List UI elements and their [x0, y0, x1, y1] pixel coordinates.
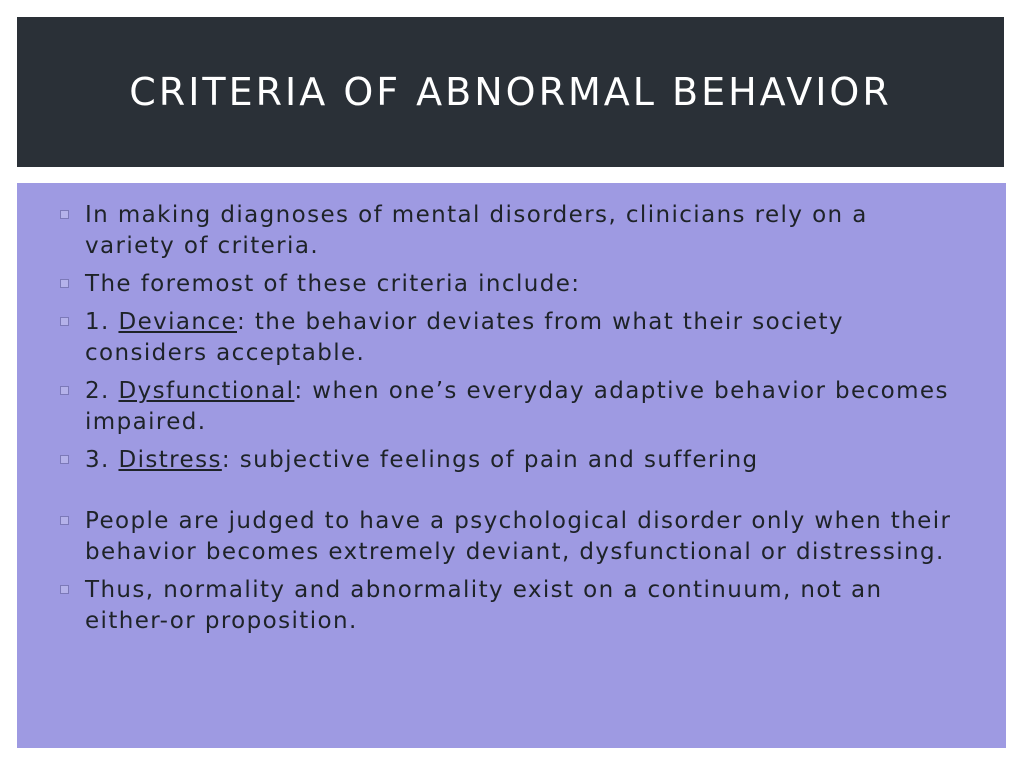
bullet-list — [59, 200, 966, 637]
bullet-prefix: 3. — [85, 447, 119, 473]
square-bullet-icon — [60, 585, 69, 594]
bullet-text: In making diagnoses of mental disorders, clinicians rely on a variety of criteria. — [85, 202, 868, 259]
content-box — [17, 183, 1006, 748]
title-bar — [17, 17, 1004, 167]
bullet-text: The foremost of these criteria include: — [85, 271, 581, 297]
bullet-text: People are judged to have a psychological disorder only when their behavior becomes extremely deviant, dysfunctional or distressing. — [85, 508, 952, 565]
bullet-item-dysfunctional — [59, 376, 966, 438]
square-bullet-icon — [60, 210, 69, 219]
bullet-text: : the behavior deviates from what their society considers acceptable. — [85, 309, 844, 366]
square-bullet-icon — [60, 386, 69, 395]
bullet-item — [59, 575, 966, 637]
bullet-prefix: 2. — [85, 378, 119, 404]
bullet-item — [59, 200, 966, 262]
term-dysfunctional: Dysfunctional — [118, 378, 295, 404]
bullet-text: : when one’s everyday adaptive behavior becomes impaired. — [85, 378, 949, 435]
bullet-text: Thus, normality and abnormality exist on a continuum, not an either-or proposition. — [85, 577, 883, 634]
bullet-item-distress — [59, 445, 966, 476]
square-bullet-icon — [60, 279, 69, 288]
term-deviance: Deviance — [118, 309, 237, 335]
bullet-item — [59, 269, 966, 300]
bullet-prefix: 1. — [85, 309, 119, 335]
bullet-item-deviance — [59, 307, 966, 369]
term-distress: Distress — [118, 447, 222, 473]
square-bullet-icon — [60, 317, 69, 326]
slide-title: CRITERIA OF ABNORMAL BEHAVIOR — [129, 70, 892, 114]
bullet-item — [59, 506, 966, 568]
square-bullet-icon — [60, 516, 69, 525]
bullet-text: : subjective feelings of pain and suffering — [221, 447, 759, 473]
square-bullet-icon — [60, 455, 69, 464]
